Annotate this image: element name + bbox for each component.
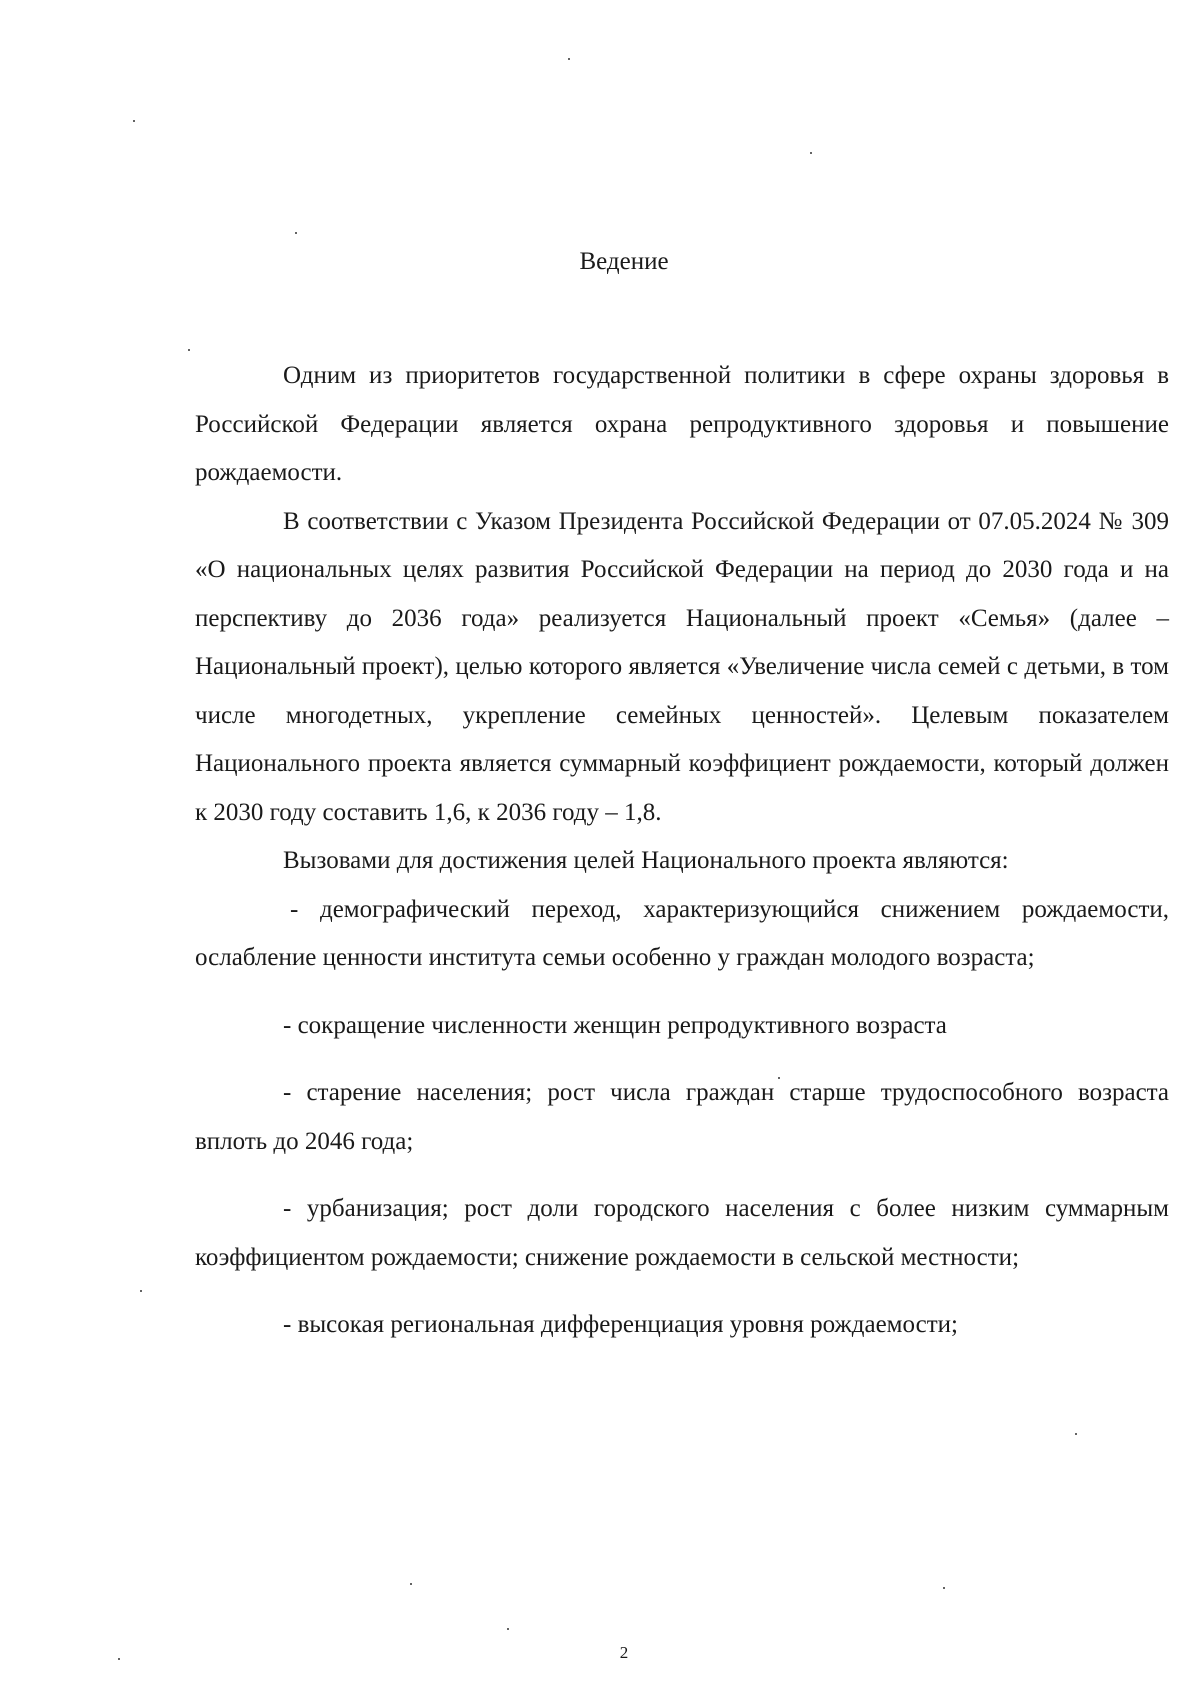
challenge-item: - высокая региональная дифференциация уровня рождаемости; <box>283 1311 958 1338</box>
challenge-item: - демографический переход, характеризующийся снижением рождаемости, ослабление ценности института семьи особенно у граждан молодого возраста; <box>195 895 1169 971</box>
page-title: Ведение <box>579 248 669 275</box>
scan-speck <box>118 1658 120 1660</box>
scan-speck <box>507 1628 509 1630</box>
scan-speck <box>568 58 570 60</box>
scan-speck <box>810 152 812 154</box>
challenge-item: - урбанизация; рост доли городского населения с более низким суммарным коэффициентом рождаемости; снижение рождаемости в сельской местности; <box>195 1195 1169 1271</box>
scan-speck <box>778 1077 780 1079</box>
challenge-item: - старение населения; рост числа граждан старше трудоспособного возраста вплоть до 2046 года; <box>195 1079 1169 1155</box>
paragraph-decree: В соответствии с Указом Президента Российской Федерации от 07.05.2024 № 309 «О национальных целях развития Российской Федерации на период до 2030 года и на перспективу до 2036 года» реализуется Национальный проект «Семья» (далее – Национальный проект), целью которого является «Увеличение числа семей с детьми, в том числе многодетных, укрепление семейных ценностей». Целевым показателем Национального проекта является суммарный коэффициент рождаемости, который должен к 2030 году составить 1,6, к 2036 году – 1,8. <box>195 507 1169 826</box>
scan-speck <box>140 1290 142 1292</box>
scan-speck <box>295 232 297 234</box>
paragraph-challenges-intro: Вызовами для достижения целей Национального проекта являются: <box>283 847 1009 874</box>
body-text <box>195 352 1169 1350</box>
scan-speck <box>410 1583 412 1585</box>
scan-speck <box>188 349 190 351</box>
scan-speck <box>1075 1433 1077 1435</box>
scan-speck <box>943 1587 945 1589</box>
challenge-item: - сокращение численности женщин репродуктивного возраста <box>283 1011 947 1039</box>
scan-speck <box>133 120 135 122</box>
page-number: 2 <box>619 1643 629 1662</box>
paragraph-priorities: Одним из приоритетов государственной политики в сфере охраны здоровья в Российской Федерации является охрана репродуктивного здоровья и повышение рождаемости. <box>195 362 1169 486</box>
